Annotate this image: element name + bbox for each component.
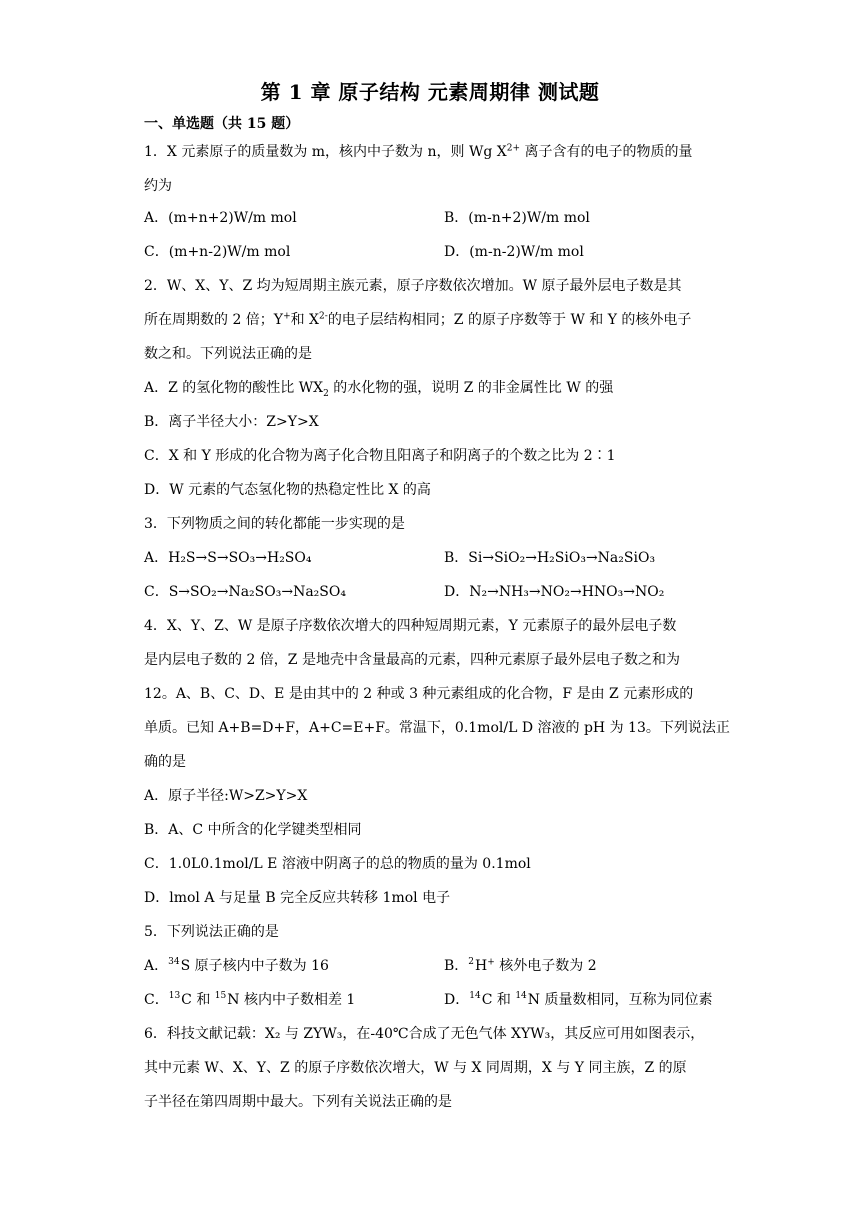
- q4-stem-line1: 4．X、Y、Z、W 是原子序数依次增大的四种短周期元素，Y 元素原子的最外层电子数: [144, 618, 677, 634]
- q4-option-c: C．1.0L0.1mol/L E 溶液中阴离子的总的物质的量为 0.1mol: [144, 856, 531, 872]
- q5-stem: 5．下列说法正确的是: [144, 924, 279, 940]
- q5-option-b: B．$^2$H+ 核外电子数为 2: [444, 957, 597, 974]
- page-title: 第 1 章 原子结构 元素周期律 测试题: [260, 80, 600, 104]
- q3-option-a: A．H₂S→S→SO₃→H₂SO₄: [144, 550, 312, 566]
- q4-stem-line2: 是内层电子数的 2 倍，Z 是地壳中含量最高的元素，四种元素原子最外层电子数之和为: [144, 652, 680, 668]
- q6-stem-line2: 其中元素 W、X、Y、Z 的原子序数依次增大，W 与 X 同周期，X 与 Y 同主族，Z 的原: [144, 1060, 687, 1076]
- q1-option-a: A．(m+n+2)W/m mol: [144, 210, 297, 226]
- q3-option-b: B．Si→SiO₂→H₂SiO₃→Na₂SiO₃: [444, 550, 656, 566]
- q2-option-c: C．X 和 Y 形成的化合物为离子化合物且阳离子和阴离子的个数之比为 2∶1: [144, 448, 616, 464]
- q1-option-b: B．(m-n+2)W/m mol: [444, 210, 590, 226]
- section-heading: 一、单选题（共 15 题）: [144, 116, 300, 132]
- q4-option-b: B．A、C 中所含的化学键类型相同: [144, 822, 362, 838]
- q1-option-c: C．(m+n-2)W/m mol: [144, 244, 291, 260]
- q4-stem-line3: 12。A、B、C、D、E 是由其中的 2 种或 3 种元素组成的化合物，F 是由 Z 元素形成的: [144, 686, 694, 702]
- q2-option-b: B．离子半径大小：Z>Y>X: [144, 414, 319, 430]
- q3-option-c: C．S→SO₂→Na₂SO₃→Na₂SO₄: [144, 584, 346, 600]
- q5-option-c: C．$^{13}$C 和 $^{15}$N 核内中子数相差 1: [144, 991, 356, 1008]
- q2-option-d: D．W 元素的气态氢化物的热稳定性比 X 的高: [144, 482, 431, 498]
- q6-stem-line1: 6．科技文献记载：X₂ 与 ZYW₃，在-40℃合成了无色气体 XYW₃，其反应可用如图表示，: [144, 1026, 705, 1042]
- q5-option-d: D．$^{14}$C 和 $^{14}$N 质量数相同，互称为同位素: [444, 991, 713, 1008]
- q2-option-a: A．Z 的氢化物的酸性比 $WX_2$ 的水化物的强，说明 Z 的非金属性比 W 的强: [144, 380, 614, 399]
- q3-option-d: D．N₂→NH₃→NO₂→HNO₃→NO₂: [444, 584, 665, 600]
- q4-stem-line5: 确的是: [144, 754, 186, 770]
- q1-stem-line1: 1．X 元素原子的质量数为 m，核内中子数为 n，则 Wg $X^{2+}$ 离子含有的电子的物质的量: [144, 143, 693, 160]
- q2-stem-line2: 所在周期数的 2 倍；Y+和 $X^{2-}$的电子层结构相同；Z 的原子序数等于 W 和 Y 的核外电子: [144, 311, 692, 328]
- q1-stem-line2: 约为: [144, 178, 172, 194]
- q2-stem-line3: 数之和。下列说法正确的是: [144, 346, 312, 362]
- q4-stem-line4: 单质。已知 A+B=D+F，A+C=E+F。常温下，0.1mol/L D 溶液的 pH 为 13。下列说法正: [144, 720, 730, 736]
- q4-option-a: A．原子半径:W>Z>Y>X: [144, 788, 308, 804]
- q6-stem-line3: 子半径在第四周期中最大。下列有关说法正确的是: [144, 1094, 452, 1110]
- q1-option-d: D．(m-n-2)W/m mol: [444, 244, 584, 260]
- q4-option-d: D．lmol A 与足量 B 完全反应共转移 1mol 电子: [144, 890, 451, 906]
- q5-option-a: A．$^{34}$S 原子核内中子数为 16: [144, 957, 329, 974]
- q3-stem: 3．下列物质之间的转化都能一步实现的是: [144, 516, 405, 532]
- q2-stem-line1: 2．W、X、Y、Z 均为短周期主族元素，原子序数依次增加。W 原子最外层电子数是其: [144, 278, 682, 294]
